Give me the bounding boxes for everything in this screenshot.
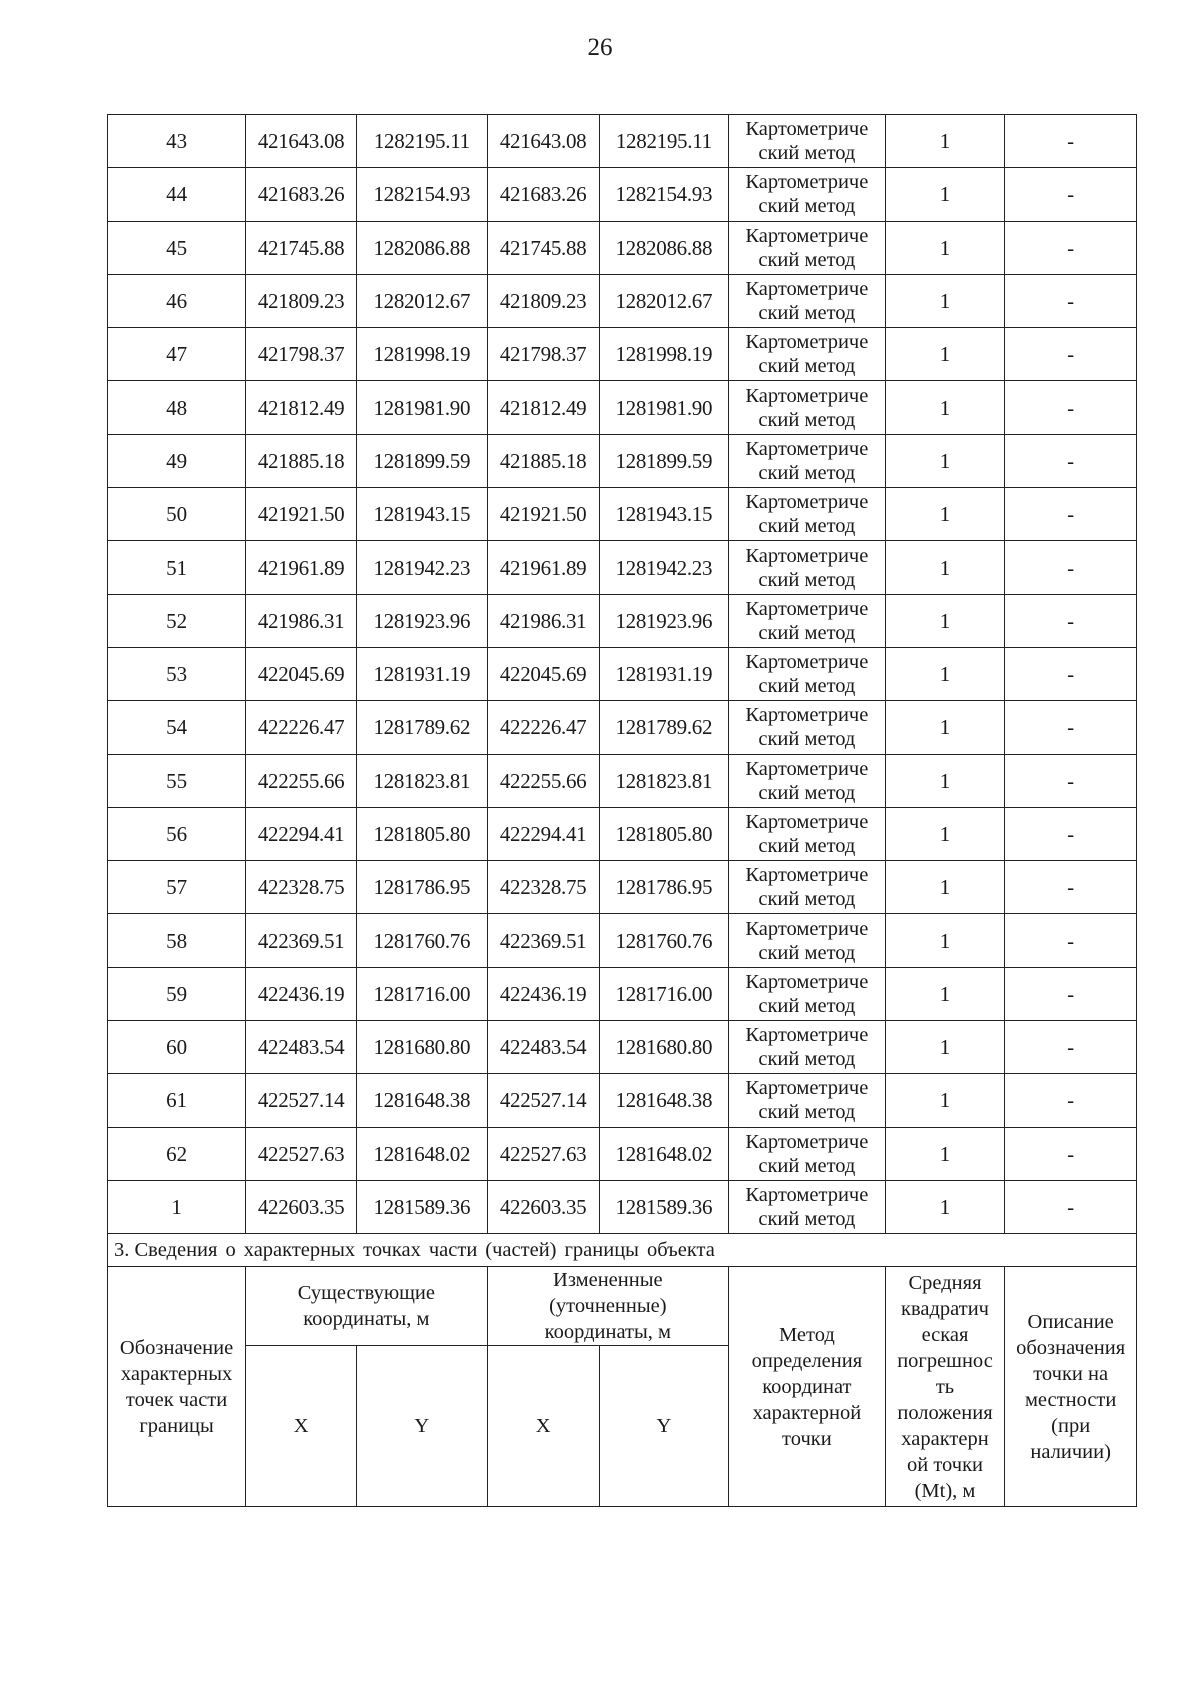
method-cell: Картометриче ский метод [729, 701, 886, 754]
changed-x-cell: 422255.66 [487, 754, 599, 807]
existing-y-cell: 1281760.76 [357, 914, 488, 967]
mt-cell: 1 [885, 168, 1005, 221]
existing-y-cell: 1281789.62 [357, 701, 488, 754]
section-3-title [108, 1234, 1137, 1267]
existing-y-cell: 1281648.38 [357, 1074, 488, 1127]
description-cell: - [1005, 381, 1137, 434]
existing-y-cell: 1281648.02 [357, 1127, 488, 1180]
header-point-designation: Обозначение характерных точек части границы [108, 1267, 246, 1507]
table-row [108, 701, 1137, 754]
changed-x-cell: 422527.63 [487, 1127, 599, 1180]
existing-y-cell: 1281805.80 [357, 807, 488, 860]
section-3-title-row [108, 1234, 1137, 1267]
existing-y-cell: 1281716.00 [357, 967, 488, 1020]
point-cell: 48 [108, 381, 246, 434]
header-description: Описание обозначения точки на местности (при наличии) [1005, 1267, 1137, 1507]
header-changed-x: X [487, 1346, 599, 1507]
method-cell: Картометриче ский метод [729, 434, 886, 487]
point-cell: 54 [108, 701, 246, 754]
method-cell: Картометриче ский метод [729, 807, 886, 860]
changed-x-cell: 421921.50 [487, 488, 599, 541]
existing-y-cell: 1282154.93 [357, 168, 488, 221]
table-row [108, 168, 1137, 221]
header-changed-coords: Измененные (уточненные) координаты, м [487, 1267, 728, 1346]
description-cell: - [1005, 1021, 1137, 1074]
changed-y-cell: 1281823.81 [599, 754, 728, 807]
description-cell: - [1005, 861, 1137, 914]
point-cell: 43 [108, 115, 246, 168]
description-cell: - [1005, 807, 1137, 860]
table-row [108, 274, 1137, 327]
changed-x-cell: 422483.54 [487, 1021, 599, 1074]
header-existing-x: X [246, 1346, 357, 1507]
description-cell: - [1005, 488, 1137, 541]
section-3-title-word: о [225, 1238, 236, 1261]
method-cell: Картометриче ский метод [729, 914, 886, 967]
description-cell: - [1005, 754, 1137, 807]
changed-x-cell: 421798.37 [487, 328, 599, 381]
changed-x-cell: 421885.18 [487, 434, 599, 487]
existing-x-cell: 421745.88 [246, 221, 357, 274]
changed-y-cell: 1281942.23 [599, 541, 728, 594]
point-cell: 55 [108, 754, 246, 807]
description-cell: - [1005, 967, 1137, 1020]
point-cell: 50 [108, 488, 246, 541]
existing-y-cell: 1282086.88 [357, 221, 488, 274]
description-cell: - [1005, 434, 1137, 487]
boundary-points-table [107, 114, 1137, 1507]
changed-y-cell: 1281981.90 [599, 381, 728, 434]
mt-cell: 1 [885, 1127, 1005, 1180]
section-3-header-row [108, 1267, 1137, 1346]
changed-x-cell: 421961.89 [487, 541, 599, 594]
existing-y-cell: 1281981.90 [357, 381, 488, 434]
existing-y-cell: 1281931.19 [357, 647, 488, 700]
existing-y-cell: 1281998.19 [357, 328, 488, 381]
existing-x-cell: 422328.75 [246, 861, 357, 914]
changed-x-cell: 421986.31 [487, 594, 599, 647]
mt-cell: 1 [885, 488, 1005, 541]
header-mt: Средняя квадратич еская погрешнос ть положения характерн ой точки (Mt), м [885, 1267, 1005, 1507]
table-row [108, 115, 1137, 168]
existing-x-cell: 421961.89 [246, 541, 357, 594]
existing-y-cell: 1282195.11 [357, 115, 488, 168]
method-cell: Картометриче ский метод [729, 168, 886, 221]
mt-cell: 1 [885, 807, 1005, 860]
existing-x-cell: 422527.14 [246, 1074, 357, 1127]
existing-x-cell: 422527.63 [246, 1127, 357, 1180]
changed-x-cell: 421745.88 [487, 221, 599, 274]
table-row [108, 1074, 1137, 1127]
table-row [108, 434, 1137, 487]
mt-cell: 1 [885, 647, 1005, 700]
table-row [108, 221, 1137, 274]
method-cell: Картометриче ский метод [729, 328, 886, 381]
section-3-title-word: объекта [646, 1238, 715, 1261]
existing-x-cell: 421809.23 [246, 274, 357, 327]
changed-x-cell: 422045.69 [487, 647, 599, 700]
point-cell: 53 [108, 647, 246, 700]
existing-x-cell: 421812.49 [246, 381, 357, 434]
existing-x-cell: 422255.66 [246, 754, 357, 807]
table-row [108, 381, 1137, 434]
changed-y-cell: 1281680.80 [599, 1021, 728, 1074]
point-cell: 56 [108, 807, 246, 860]
mt-cell: 1 [885, 861, 1005, 914]
mt-cell: 1 [885, 328, 1005, 381]
changed-x-cell: 422294.41 [487, 807, 599, 860]
changed-y-cell: 1281648.38 [599, 1074, 728, 1127]
page-number: 26 [587, 34, 613, 61]
description-cell: - [1005, 1074, 1137, 1127]
existing-y-cell: 1281943.15 [357, 488, 488, 541]
point-cell: 60 [108, 1021, 246, 1074]
mt-cell: 1 [885, 434, 1005, 487]
changed-y-cell: 1281931.19 [599, 647, 728, 700]
method-cell: Картометриче ский метод [729, 541, 886, 594]
changed-y-cell: 1282086.88 [599, 221, 728, 274]
header-method: Метод определения координат характерной точки [729, 1267, 886, 1507]
description-cell: - [1005, 647, 1137, 700]
changed-y-cell: 1281943.15 [599, 488, 728, 541]
method-cell: Картометриче ский метод [729, 594, 886, 647]
method-cell: Картометриче ский метод [729, 115, 886, 168]
mt-cell: 1 [885, 1180, 1005, 1233]
existing-y-cell: 1281899.59 [357, 434, 488, 487]
existing-x-cell: 422436.19 [246, 967, 357, 1020]
section-3-title-word: (частей) [485, 1238, 557, 1261]
existing-y-cell: 1281680.80 [357, 1021, 488, 1074]
point-cell: 52 [108, 594, 246, 647]
mt-cell: 1 [885, 381, 1005, 434]
mt-cell: 1 [885, 594, 1005, 647]
changed-x-cell: 421683.26 [487, 168, 599, 221]
existing-y-cell: 1282012.67 [357, 274, 488, 327]
changed-x-cell: 422603.35 [487, 1180, 599, 1233]
table-body [108, 115, 1137, 1234]
existing-x-cell: 422483.54 [246, 1021, 357, 1074]
changed-x-cell: 422527.14 [487, 1074, 599, 1127]
mt-cell: 1 [885, 221, 1005, 274]
description-cell: - [1005, 914, 1137, 967]
mt-cell: 1 [885, 274, 1005, 327]
section-3-title-word: точках [363, 1238, 421, 1261]
changed-y-cell: 1281805.80 [599, 807, 728, 860]
changed-y-cell: 1281716.00 [599, 967, 728, 1020]
description-cell: - [1005, 221, 1137, 274]
method-cell: Картометриче ский метод [729, 221, 886, 274]
existing-x-cell: 421798.37 [246, 328, 357, 381]
mt-cell: 1 [885, 541, 1005, 594]
existing-x-cell: 422294.41 [246, 807, 357, 860]
table-row [108, 647, 1137, 700]
existing-x-cell: 422603.35 [246, 1180, 357, 1233]
method-cell: Картометриче ский метод [729, 967, 886, 1020]
point-cell: 57 [108, 861, 246, 914]
header-existing-coords: Существующие координаты, м [246, 1267, 487, 1346]
existing-y-cell: 1281823.81 [357, 754, 488, 807]
description-cell: - [1005, 115, 1137, 168]
table-row [108, 967, 1137, 1020]
table-row [108, 754, 1137, 807]
mt-cell: 1 [885, 1074, 1005, 1127]
existing-y-cell: 1281923.96 [357, 594, 488, 647]
existing-x-cell: 421885.18 [246, 434, 357, 487]
table-row [108, 861, 1137, 914]
point-cell: 51 [108, 541, 246, 594]
changed-y-cell: 1282195.11 [599, 115, 728, 168]
table-row [108, 328, 1137, 381]
existing-x-cell: 421643.08 [246, 115, 357, 168]
point-cell: 47 [108, 328, 246, 381]
point-cell: 44 [108, 168, 246, 221]
description-cell: - [1005, 594, 1137, 647]
section-3-title-word: 3. Сведения [114, 1238, 218, 1261]
header-changed-y: Y [599, 1346, 728, 1507]
method-cell: Картометриче ский метод [729, 647, 886, 700]
method-cell: Картометриче ский метод [729, 274, 886, 327]
header-existing-y: Y [357, 1346, 488, 1507]
method-cell: Картометриче ский метод [729, 1180, 886, 1233]
point-cell: 45 [108, 221, 246, 274]
mt-cell: 1 [885, 1021, 1005, 1074]
changed-x-cell: 422369.51 [487, 914, 599, 967]
existing-x-cell: 422045.69 [246, 647, 357, 700]
method-cell: Картометриче ский метод [729, 861, 886, 914]
changed-y-cell: 1282012.67 [599, 274, 728, 327]
changed-y-cell: 1281786.95 [599, 861, 728, 914]
table-row [108, 807, 1137, 860]
description-cell: - [1005, 328, 1137, 381]
point-cell: 1 [108, 1180, 246, 1233]
changed-y-cell: 1281589.36 [599, 1180, 728, 1233]
method-cell: Картометриче ский метод [729, 754, 886, 807]
table-row [108, 1180, 1137, 1233]
section-3-title-word: характерных [243, 1238, 356, 1261]
changed-x-cell: 421812.49 [487, 381, 599, 434]
mt-cell: 1 [885, 115, 1005, 168]
existing-y-cell: 1281786.95 [357, 861, 488, 914]
point-cell: 62 [108, 1127, 246, 1180]
changed-y-cell: 1281648.02 [599, 1127, 728, 1180]
mt-cell: 1 [885, 701, 1005, 754]
description-cell: - [1005, 701, 1137, 754]
description-cell: - [1005, 274, 1137, 327]
point-cell: 49 [108, 434, 246, 487]
changed-y-cell: 1281760.76 [599, 914, 728, 967]
changed-y-cell: 1281899.59 [599, 434, 728, 487]
method-cell: Картометриче ский метод [729, 1021, 886, 1074]
method-cell: Картометриче ский метод [729, 1074, 886, 1127]
changed-x-cell: 422436.19 [487, 967, 599, 1020]
changed-x-cell: 422328.75 [487, 861, 599, 914]
section-3-title-word: границы [564, 1238, 639, 1261]
mt-cell: 1 [885, 754, 1005, 807]
existing-x-cell: 421683.26 [246, 168, 357, 221]
section-3-title-word: части [428, 1238, 478, 1261]
existing-x-cell: 421921.50 [246, 488, 357, 541]
existing-x-cell: 421986.31 [246, 594, 357, 647]
table-row [108, 1127, 1137, 1180]
description-cell: - [1005, 1180, 1137, 1233]
existing-y-cell: 1281589.36 [357, 1180, 488, 1233]
description-cell: - [1005, 541, 1137, 594]
changed-y-cell: 1282154.93 [599, 168, 728, 221]
changed-x-cell: 421643.08 [487, 115, 599, 168]
changed-y-cell: 1281998.19 [599, 328, 728, 381]
changed-x-cell: 421809.23 [487, 274, 599, 327]
existing-y-cell: 1281942.23 [357, 541, 488, 594]
table-row [108, 541, 1137, 594]
method-cell: Картометриче ский метод [729, 488, 886, 541]
point-cell: 46 [108, 274, 246, 327]
changed-y-cell: 1281789.62 [599, 701, 728, 754]
existing-x-cell: 422226.47 [246, 701, 357, 754]
existing-x-cell: 422369.51 [246, 914, 357, 967]
table-row [108, 594, 1137, 647]
changed-x-cell: 422226.47 [487, 701, 599, 754]
changed-y-cell: 1281923.96 [599, 594, 728, 647]
point-cell: 58 [108, 914, 246, 967]
table-row [108, 488, 1137, 541]
mt-cell: 1 [885, 967, 1005, 1020]
point-cell: 59 [108, 967, 246, 1020]
point-cell: 61 [108, 1074, 246, 1127]
mt-cell: 1 [885, 914, 1005, 967]
method-cell: Картометриче ский метод [729, 1127, 886, 1180]
table-row [108, 914, 1137, 967]
description-cell: - [1005, 1127, 1137, 1180]
description-cell: - [1005, 168, 1137, 221]
section-3-block [108, 1234, 1137, 1507]
method-cell: Картометриче ский метод [729, 381, 886, 434]
table-row [108, 1021, 1137, 1074]
